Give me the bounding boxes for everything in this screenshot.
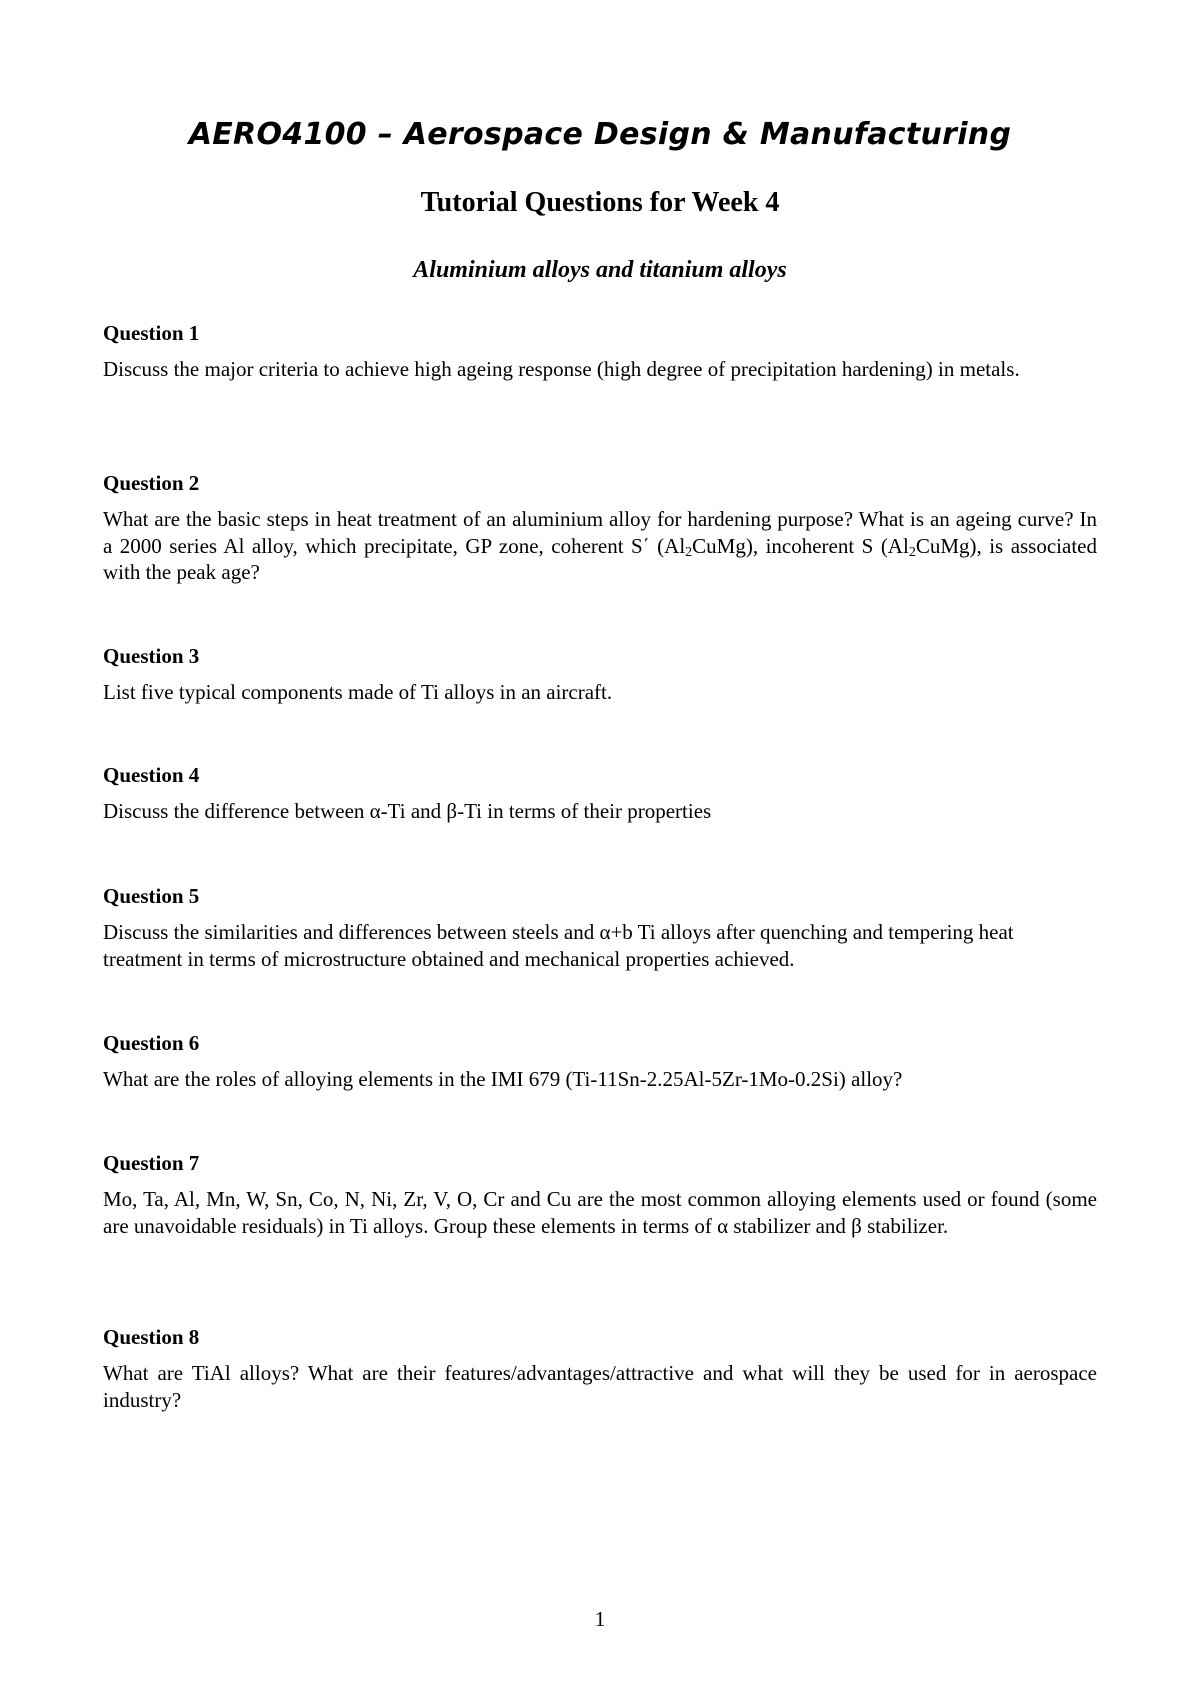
question-text xyxy=(103,506,1097,586)
question-text: What are TiAl alloys? What are their features/advantages/attractive and what will they be used for in aerospace industry? xyxy=(103,1361,1097,1412)
question-heading: Question 1 xyxy=(103,321,200,345)
subscript: 2 xyxy=(685,544,693,560)
question-8 xyxy=(103,1324,1097,1413)
question-5 xyxy=(103,883,1097,972)
question-heading: Question 3 xyxy=(103,644,200,668)
tutorial-title: Tutorial Questions for Week 4 xyxy=(420,187,780,218)
question-heading: Question 4 xyxy=(103,763,200,787)
question-heading: Question 6 xyxy=(103,1031,200,1055)
question-3 xyxy=(103,643,1097,706)
question-text: Discuss the similarities and differences between steels and α+b Ti alloys after quenching and tempering heat treatment in terms of microstructure obtained and mechanical properties achieved. xyxy=(103,920,1014,971)
question-heading: Question 2 xyxy=(103,471,200,495)
topic-subtitle: Aluminium alloys and titanium alloys xyxy=(413,257,787,283)
question-text: Discuss the difference between α-Ti and β-Ti in terms of their properties xyxy=(103,799,712,823)
question-text-part: What are the basic steps in heat treatment of an aluminium alloy for hardening purpose? What is an ageing curve? In a 2000 series Al alloy, which precipitate, GP zone, coherent S΄ (Al xyxy=(103,507,1097,558)
question-4 xyxy=(103,762,1097,825)
question-text: What are the roles of alloying elements in the IMI 679 (Ti-11Sn-2.25Al-5Zr-1Mo-0.2Si) alloy? xyxy=(103,1067,903,1091)
subscript: 2 xyxy=(908,544,916,560)
question-text: List five typical components made of Ti alloys in an aircraft. xyxy=(103,680,613,704)
page-number: 1 xyxy=(594,1607,606,1631)
question-1 xyxy=(103,320,1097,383)
question-text-part: CuMg), incoherent S (Al xyxy=(692,533,909,558)
question-heading: Question 7 xyxy=(103,1151,200,1175)
question-heading: Question 8 xyxy=(103,1325,200,1349)
question-2 xyxy=(103,470,1097,586)
question-6 xyxy=(103,1030,1097,1093)
question-heading: Question 5 xyxy=(103,884,200,908)
course-title: AERO4100 – Aerospace Design & Manufacturing xyxy=(188,117,1012,152)
question-7 xyxy=(103,1150,1097,1239)
question-text-part: CuMg), is associated with the peak age? xyxy=(103,533,1097,584)
question-text: Discuss the major criteria to achieve high ageing response (high degree of precipitation hardening) in metals. xyxy=(103,357,1020,381)
question-text: Mo, Ta, Al, Mn, W, Sn, Co, N, Ni, Zr, V, O, Cr and Cu are the most common alloying elements used or found (some are unavoidable residuals) in Ti alloys. Group these elements in terms of α stabilizer and β stabilizer. xyxy=(103,1187,1097,1238)
